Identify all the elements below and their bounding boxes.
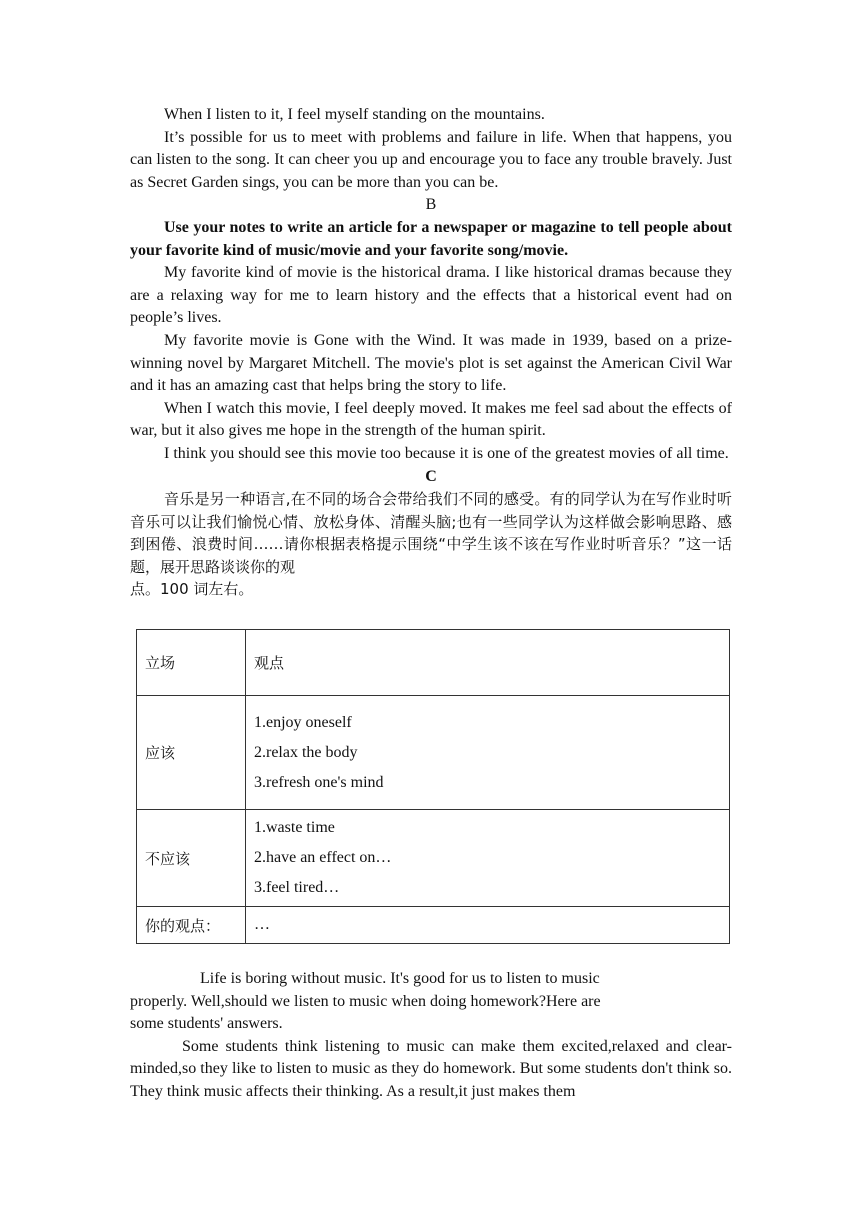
table-row: [137, 810, 730, 907]
section-heading-b: B: [425, 196, 437, 214]
paragraph: My favorite kind of movie is the historical drama. I like historical dramas because they are a relaxing way for me to learn history and the effects that a historical event had on people’s lives.: [130, 264, 732, 327]
paragraph: When I listen to it, I feel myself standing on the mountains.: [164, 106, 545, 123]
answer-paragraph: Some students think listening to music can make them excited,relaxed and clear-minded,so they like to listen to music as they do homework. But some students don't think so. They think music affects their thinking. As a result,it just makes them: [130, 1037, 732, 1100]
document-body: [130, 104, 732, 601]
chinese-prompt-end: 点。100 词左右。: [130, 580, 254, 599]
answer-line: some students' answers.: [130, 1015, 283, 1033]
answer-line: Life is boring without music. It's good for us to listen to music: [200, 970, 600, 987]
point: 3.refresh one's mind: [254, 773, 384, 791]
writing-prompt: Use your notes to write an article for a newspaper or magazine to tell people about your favorite kind of music/movie and your favorite song/movie.: [130, 218, 732, 259]
paragraph: I think you should see this movie too because it is one of the greatest movies of all time.: [164, 444, 729, 462]
table-row: [137, 696, 730, 810]
paragraph: It’s possible for us to meet with problems and failure in life. When that happens, you can listen to the song. It can cheer you up and encourage you to face any trouble bravely. Just as Secret Garden sings, you can be more than you can be.: [130, 128, 732, 191]
table-header-row: [137, 630, 730, 696]
stance-cell: 不应该: [137, 810, 246, 907]
point: 2.relax the body: [254, 743, 358, 761]
opinion-table: [136, 629, 730, 944]
paragraph: My favorite movie is Gone with the Wind. It was made in 1939, based on a prize-winning novel by Margaret Mitchell. The movie's plot is set against the American Civil War and it has an amazing cast that helps bring the story to life.: [130, 331, 732, 395]
paragraph: When I watch this movie, I feel deeply moved. It makes me feel sad about the effects of war, but it also gives me hope in the strength of the human spirit.: [130, 399, 732, 440]
points-cell: [246, 907, 730, 944]
stance-cell: 应该: [137, 696, 246, 810]
points-cell: [246, 696, 730, 810]
table-row: [137, 907, 730, 944]
section-heading-c: C: [425, 467, 437, 485]
point: 2.have an effect on…: [254, 849, 392, 866]
sample-answer: [130, 968, 732, 1104]
chinese-prompt: 音乐是另一种语言,在不同的场合会带给我们不同的感受。有的同学认为在写作业时听音乐可以让我们愉悦心情、放松身体、清醒头脑;也有一些同学认为这样做会影响思路、感到困倦、浪费时间……请你根据表格提示围绕“中学生该不该在写作业时听音乐？”这一话题，展开思路谈谈你的观: [130, 490, 732, 576]
table-header-stance: 立场: [137, 630, 246, 696]
stance-cell: 你的观点：: [137, 907, 246, 944]
point: …: [254, 916, 270, 933]
answer-line: properly. Well,should we listen to music when doing homework?Here are: [130, 992, 601, 1010]
table-header-opinion: 观点: [246, 630, 730, 696]
point: 3.feel tired…: [254, 879, 340, 896]
points-cell: [246, 810, 730, 907]
point: 1.enjoy oneself: [254, 713, 352, 731]
point: 1.waste time: [254, 819, 335, 836]
